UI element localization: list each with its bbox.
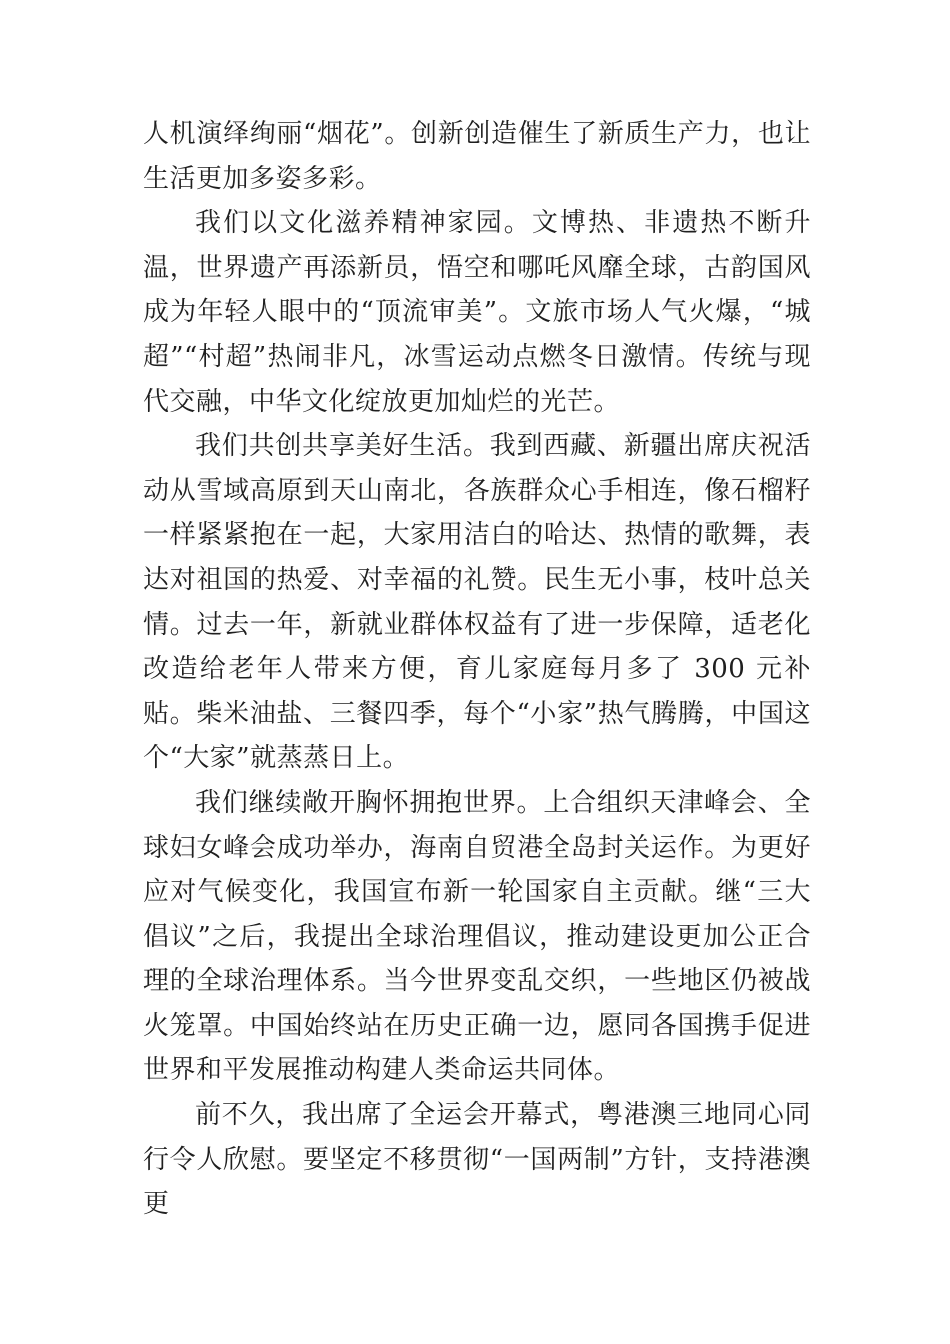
- paragraph-5: 前不久，我出席了全运会开幕式，粤港澳三地同心同行令人欣慰。要坚定不移贯彻“一国两制”方针，支持港澳更: [143, 1100, 811, 1220]
- paragraph-4: 我们继续敞开胸怀拥抱世界。上合组织天津峰会、全球妇女峰会成功举办，海南自贸港全岛封关运作。为更好应对气候变化，我国宣布新一轮国家自主贡献。继“三大倡议”之后，我提出全球治理倡议，推动建设更加公正合理的全球治理体系。当今世界变乱交织，一些地区仍被战火笼罩。中国始终站在历史正确一边，愿同各国携手促进世界和平发展推动构建人类命运共同体。: [143, 787, 811, 1086]
- paragraph-3: 我们共创共享美好生活。我到西藏、新疆出席庆祝活动从雪域高原到天山南北，各族群众心手相连，像石榴籽一样紧紧抱在一起，大家用洁白的哈达、热情的歌舞，表达对祖国的热爱、对幸福的礼赞。民生无小事，枝叶总关情。过去一年，新就业群体权益有了进一步保障，适老化改造给老年人带来方便，育儿家庭每月多了 300 元补贴。柴米油盐、三餐四季，每个“小家”热气腾腾，中国这个“大家”就蒸蒸日上。: [143, 431, 811, 774]
- paragraph-2: 我们以文化滋养精神家园。文博热、非遗热不断升温，世界遗产再添新员，悟空和哪吒风靡全球，古韵国风成为年轻人眼中的“顶流审美”。文旅市场人气火爆，“城超”“村超”热闹非凡，冰雪运动点燃冬日激情。传统与现代交融，中华文化绽放更加灿烂的光芒。: [143, 208, 811, 417]
- paragraph-1: 人机演绎绚丽“烟花”。创新创造催生了新质生产力，也让生活更加多姿多彩。: [143, 119, 811, 194]
- document-body: [143, 112, 811, 1227]
